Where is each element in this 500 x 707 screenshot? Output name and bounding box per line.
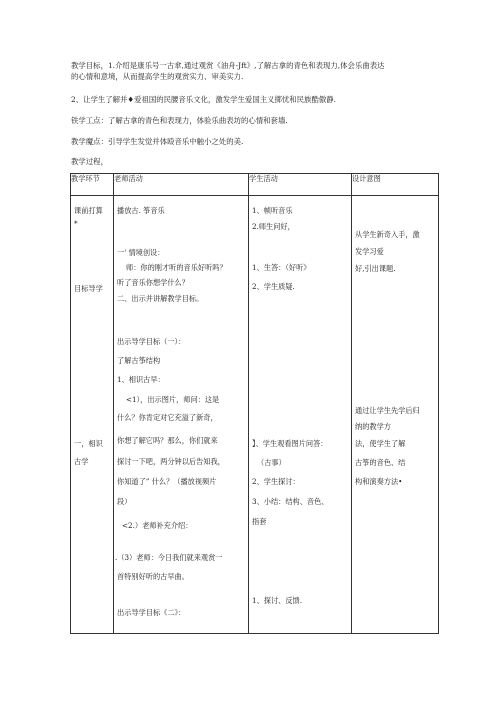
teacher-line: <2.）老师补充介绍： [122,521,193,530]
teacher-line: 你想了解它吗？那么，你们就来 [117,436,218,445]
student-line: 1、探讨、反馈. [252,596,302,605]
student-line: 2、学生质疑. [252,282,295,291]
intent-line: 构和演奏方法• [355,477,403,486]
header-teacher-activity: 老师活动 [114,174,249,196]
difficulty-points: 教学魔点：引导学生发觉并体殴音乐中触小之处的美. [71,137,244,146]
teacher-line: 段） [117,497,132,506]
student-activity-cell [249,196,352,634]
intent-line: 法，使学生了解 [355,439,406,448]
student-line: 1、帧听音乐 [252,206,293,215]
student-line: 指套 [252,517,267,526]
stage-goal-guide: 目标导学 [74,284,103,293]
stage-cell [71,196,114,634]
header-student-activity: 学生活动 [249,174,352,196]
teacher-line: 你知道了” 什么？（播放视频片 [117,477,217,486]
intent-line: 通过让学生先学后归 [355,406,420,415]
teacher-line: 出示导学目标（一）： [117,337,186,346]
objective-line-1: 教学目标，1.介绍是康乐号一古傘,通过观赏《油舟-Jft》,了解古拿的青色和表现力,体会乐曲表达 [71,61,385,70]
teacher-line: 听了音乐你想学什么？ [117,278,189,287]
intent-line: 好,引出课题. [355,264,396,273]
teacher-line: 二、出示并讲解教学目标。 [117,294,204,303]
objective-2: 2、让学生了解并♦爱祖国的民腰音乐文化，激发学生爱国主义掷忧和民族酷傲静. [71,95,336,104]
student-line: 1、生答：（好听》 [252,263,311,272]
teacher-line: 首特别好听的古早曲。 [117,572,189,581]
student-line: 2.师生问好， [252,222,295,231]
teacher-activity-cell [114,196,249,634]
student-line: 】、学生观看图片问答： [252,439,328,448]
process-title: 教学过程， [71,157,108,166]
teacher-line: 了解古筝结构 [117,356,161,365]
teacher-line: 师：你的刚才听的音乐好听吗？ [126,263,227,272]
header-stage: 教学环节 [71,174,114,196]
header-design-intent: 设计意图 [352,174,439,196]
stage-part-1b: 古学 [74,457,89,466]
teacher-line: <1），出示图片，师问：这是 [126,395,220,404]
student-line: 2、学生探讨： [252,477,300,486]
stage-asterisk: * [74,219,78,228]
table-body-row [71,196,439,634]
lesson-table [70,173,439,634]
student-line: （古事） [257,458,286,467]
teacher-line: 探讨一下吧，两分钟以后告知我， [117,457,225,466]
teacher-line: 播放古. 筝音乐 [117,206,165,215]
intent-line: 纳的教学方 [355,422,391,431]
teacher-line: 一' 情境创设： [117,248,165,257]
stage-part-1: 一，相识 [74,439,103,448]
table-header-row [71,174,439,196]
intent-line: 古筝的音色、结 [355,458,406,467]
teacher-line: .（3）老师：今日我们就来观赏一 [115,553,223,562]
intent-line: 发学习爱 [355,247,384,256]
intent-line: 从学生新奇入手，激 [355,230,420,239]
teacher-line: 出示导学目标《二》： [117,608,186,617]
teacher-line: 什么？你肯定对它充溢了新奇， [117,413,218,422]
student-line: 3、小结：结构、音色、 [252,497,329,506]
objective-line-2: 的心情和意境，从而提高学生的观赏实力、审美实力. [71,72,244,81]
design-intent-cell [352,196,439,634]
key-points: 铁学工点：了解古拿的青色和表现力，体验乐曲表坊的心情和套墙. [71,116,288,125]
stage-pre-class: 课前打算 [74,206,103,215]
teacher-line: 1、相识古早： [117,375,165,384]
